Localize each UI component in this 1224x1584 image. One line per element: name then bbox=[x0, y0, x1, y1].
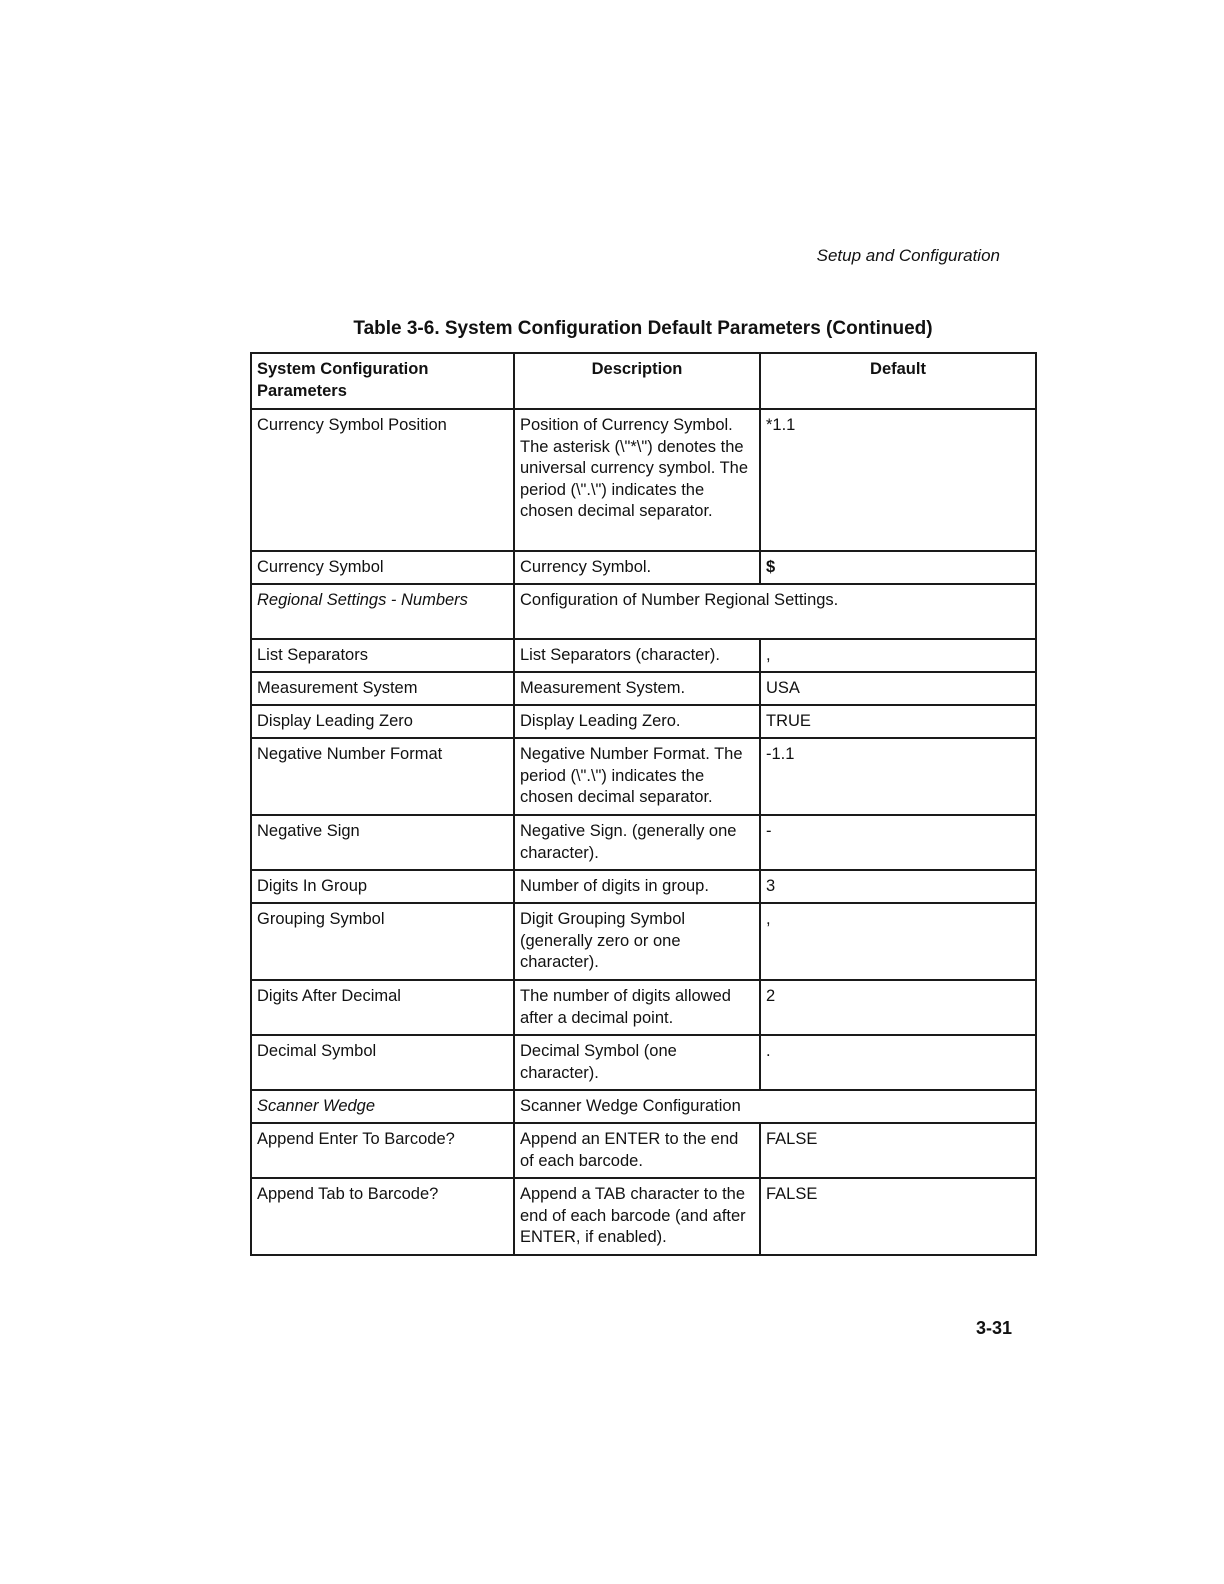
column-header-param: System Configuration Parameters bbox=[251, 353, 514, 409]
default-cell: FALSE bbox=[760, 1123, 1036, 1178]
column-header-default: Default bbox=[760, 353, 1036, 409]
default-cell: FALSE bbox=[760, 1178, 1036, 1255]
default-cell: . bbox=[760, 1035, 1036, 1090]
table-row bbox=[251, 1178, 1036, 1255]
default-cell: *1.1 bbox=[760, 409, 1036, 551]
table-row bbox=[251, 409, 1036, 551]
param-cell: Negative Sign bbox=[251, 815, 514, 870]
description-cell: Append a TAB character to the end of each barcode (and after ENTER, if enabled). bbox=[514, 1178, 760, 1255]
param-cell: Digits In Group bbox=[251, 870, 514, 903]
description-cell: Append an ENTER to the end of each barcode. bbox=[514, 1123, 760, 1178]
description-cell: Decimal Symbol (one character). bbox=[514, 1035, 760, 1090]
default-cell: , bbox=[760, 639, 1036, 672]
table-row bbox=[251, 815, 1036, 870]
description-cell: Negative Number Format. The period (\".\") indicates the chosen decimal separator. bbox=[514, 738, 760, 815]
table-row bbox=[251, 980, 1036, 1035]
default-cell: USA bbox=[760, 672, 1036, 705]
running-header: Setup and Configuration bbox=[816, 246, 1000, 265]
default-cell: TRUE bbox=[760, 705, 1036, 738]
section-label: Regional Settings - Numbers bbox=[251, 584, 514, 639]
param-cell: Measurement System bbox=[251, 672, 514, 705]
section-description: Scanner Wedge Configuration bbox=[514, 1090, 1036, 1123]
table-title: Table 3-6. System Configuration Default Parameters (Continued) bbox=[353, 318, 933, 339]
param-cell: Negative Number Format bbox=[251, 738, 514, 815]
param-cell: Append Enter To Barcode? bbox=[251, 1123, 514, 1178]
table-row bbox=[251, 903, 1036, 980]
description-cell: Display Leading Zero. bbox=[514, 705, 760, 738]
table-header-row bbox=[251, 353, 1036, 409]
description-cell: Negative Sign. (generally one character). bbox=[514, 815, 760, 870]
default-cell: , bbox=[760, 903, 1036, 980]
param-cell: Grouping Symbol bbox=[251, 903, 514, 980]
description-cell: Digit Grouping Symbol (generally zero or one character). bbox=[514, 903, 760, 980]
param-cell: List Separators bbox=[251, 639, 514, 672]
description-cell: The number of digits allowed after a decimal point. bbox=[514, 980, 760, 1035]
default-cell: 3 bbox=[760, 870, 1036, 903]
description-cell: Position of Currency Symbol. The asterisk (\"*\") denotes the universal currency symbol. The period (\".\") indicates the chosen decimal separator. bbox=[514, 409, 760, 551]
table-row bbox=[251, 1123, 1036, 1178]
param-cell: Digits After Decimal bbox=[251, 980, 514, 1035]
table-row bbox=[251, 672, 1036, 705]
param-cell: Decimal Symbol bbox=[251, 1035, 514, 1090]
table-row bbox=[251, 870, 1036, 903]
description-cell: Number of digits in group. bbox=[514, 870, 760, 903]
section-description: Configuration of Number Regional Settings. bbox=[514, 584, 1036, 639]
column-header-description: Description bbox=[514, 353, 760, 409]
page-number: 3-31 bbox=[975, 1318, 1012, 1338]
table-row bbox=[251, 639, 1036, 672]
section-row bbox=[251, 584, 1036, 639]
default-cell: $ bbox=[760, 551, 1036, 584]
param-cell: Display Leading Zero bbox=[251, 705, 514, 738]
section-row bbox=[251, 1090, 1036, 1123]
section-label: Scanner Wedge bbox=[251, 1090, 514, 1123]
description-cell: List Separators (character). bbox=[514, 639, 760, 672]
param-cell: Currency Symbol Position bbox=[251, 409, 514, 551]
table-row bbox=[251, 551, 1036, 584]
parameters-table bbox=[250, 352, 1037, 1256]
table-row bbox=[251, 1035, 1036, 1090]
description-cell: Measurement System. bbox=[514, 672, 760, 705]
default-cell: 2 bbox=[760, 980, 1036, 1035]
param-cell: Currency Symbol bbox=[251, 551, 514, 584]
description-cell: Currency Symbol. bbox=[514, 551, 760, 584]
table-row bbox=[251, 705, 1036, 738]
default-cell: - bbox=[760, 815, 1036, 870]
default-cell: -1.1 bbox=[760, 738, 1036, 815]
table-row bbox=[251, 738, 1036, 815]
param-cell: Append Tab to Barcode? bbox=[251, 1178, 514, 1255]
